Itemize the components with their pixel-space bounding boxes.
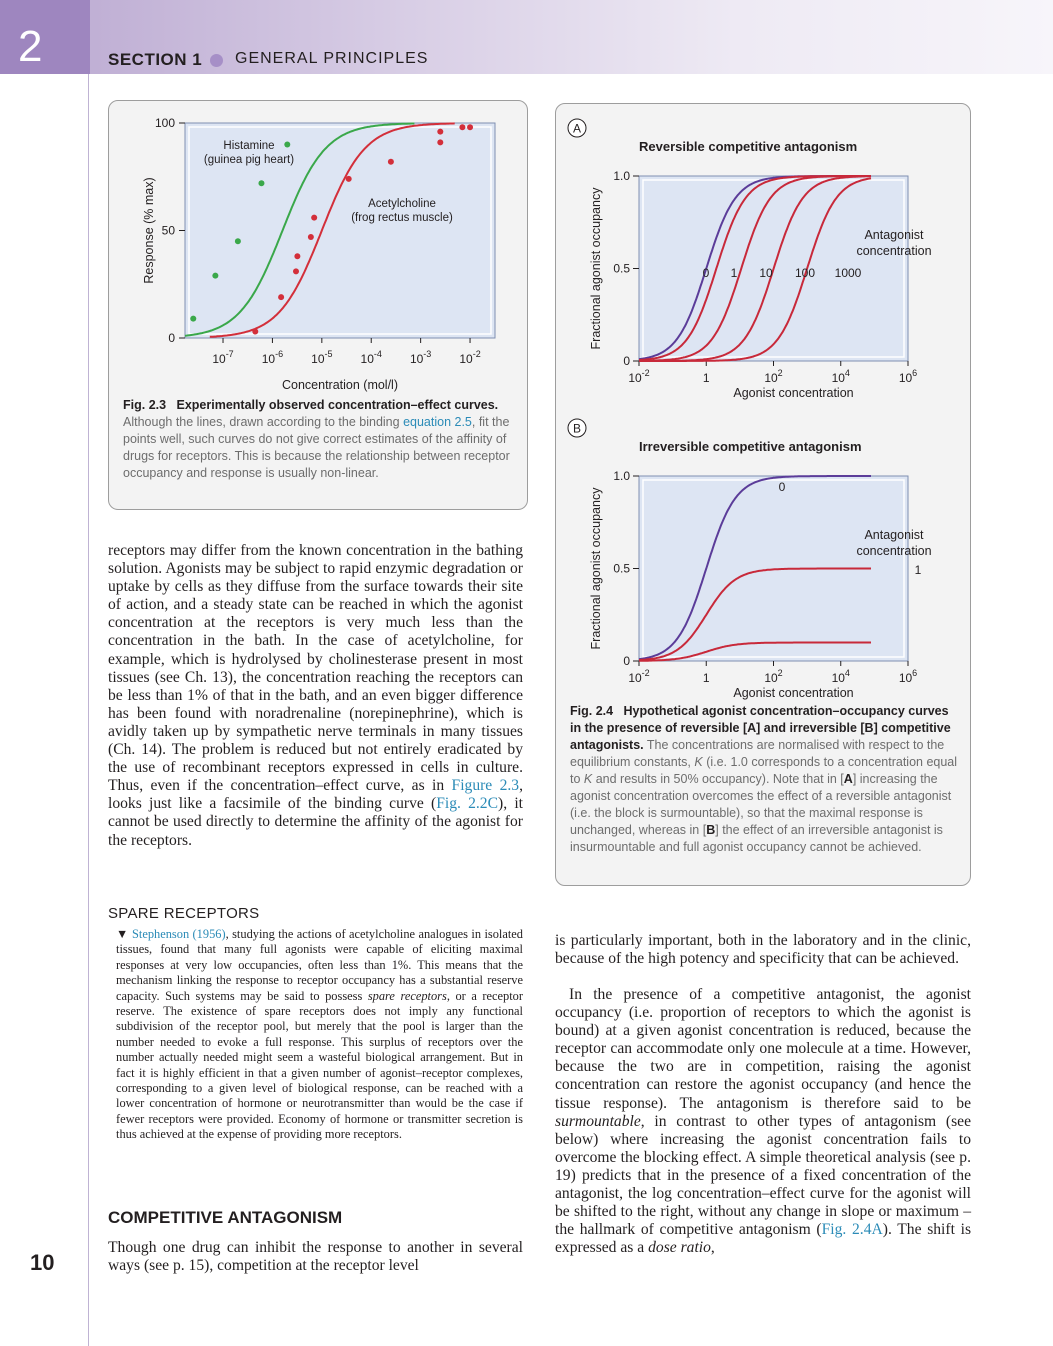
caption-part: The concentrations are normalised with respect to the equilibrium constants, (570, 738, 945, 769)
caption-panel-a: A (843, 772, 853, 786)
x-tick-label: $10^4$ (831, 368, 850, 385)
data-point-acetylcholine (293, 268, 299, 274)
data-point-histamine (258, 180, 264, 186)
caption-k: K (694, 755, 703, 769)
paragraph-text: , in contrast to other types of antagonism (see below) where increasing the agonist concentration fails to overcome the blocking effect. A simple theoretical analysis (see p. 19) predicts that in the presence of a fixed concentration of the antagonist, the log concentration–effect curve for the agonist will be shifted to the right, without any change in slope or maximum – the hallmark of competitive antagonism ( (555, 1112, 971, 1239)
data-point-acetylcholine (252, 329, 258, 335)
y-tick-label: 100 (154, 116, 175, 130)
competitive-antagonism-paragraph: Though one drug can inhibit the response to another in several ways (see p. 15), competition at the receptor level (108, 1239, 523, 1275)
y-tick-label: 1.0 (613, 469, 630, 483)
chapter-number: 2 (18, 22, 43, 71)
figure-2-2c-link[interactable]: Fig. 2.2C (436, 795, 499, 813)
panel-letter: B (572, 421, 582, 436)
figure-2-4-box (555, 103, 971, 886)
margin-rule (88, 74, 89, 1346)
x-tick-label: 1 (702, 371, 710, 385)
figure-2-3-link[interactable]: Figure 2.3 (451, 777, 520, 795)
y-tick-label: 0.5 (613, 261, 630, 276)
figure-2-4a-chart (556, 104, 972, 404)
series-label: Acetylcholine (368, 198, 436, 210)
series-label: (guinea pig heart) (203, 154, 295, 166)
legend-title: Antagonist (864, 228, 924, 242)
x-tick-label: $10^{-5}$ (311, 349, 333, 366)
caption-part: and results in 50% occupancy). Note that in [ (592, 772, 844, 786)
y-axis-label: Fractional agonist occupancy (589, 487, 603, 650)
series-label: 10 (759, 266, 773, 280)
x-tick-label: 1 (702, 671, 710, 685)
paragraph-text: ). The shift is expressed as a (555, 1221, 972, 1257)
legend-title: Antagonist (864, 528, 924, 542)
paragraph-text: , (710, 1239, 715, 1257)
paragraph-text: , looks just like a facsimile of the binding curve ( (108, 777, 523, 813)
figure-2-4-caption (570, 703, 962, 856)
paragraph-italic: surmountable (555, 1112, 641, 1130)
figure-2-4b-chart (556, 404, 972, 704)
small-print-marker-icon: ▼ (116, 927, 129, 941)
x-tick-label: $10^2$ (764, 368, 783, 385)
data-point-acetylcholine (294, 253, 300, 259)
data-point-acetylcholine (437, 139, 443, 145)
series-label: Histamine (223, 140, 275, 152)
competitive-antagonism-heading: COMPETITIVE ANTAGONISM (108, 1208, 343, 1227)
section-dot-icon (210, 54, 223, 67)
x-axis-label: Agonist concentration (733, 686, 854, 700)
legend-title: concentration (856, 244, 932, 258)
figure-2-3-caption-pre: Although the lines, drawn according to the binding (123, 415, 400, 429)
caption-part: ] increasing the agonist concentration overcomes the effect of a reversible antagonist (i.e. the block is surmountable), so that the maximal response is unchanged, whereas in [ (570, 772, 952, 837)
paragraph-text: , or a receptor reserve. The existence of spare receptors does not imply any functional subdivision of the receptor pool, but merely that the pool is larger than the number needed to evoke a full response. This surplus of receptors over the number actually needed might seem a wasteful biological arrangement. But in fact it is highly efficient in that a given number of agonist–receptor complexes, corresponding to a given level of biological response, can be reached with a lower concentration of hormone or neurotransmitter than would be the case if fewer receptors were provided. Economy of hormone or transmitter secretion is thus achieved at the expense of providing more receptors. (116, 988, 523, 1142)
paragraph-text: receptors may differ from the known concentration in the bathing solution. Agonists may be subject to rapid enzymic degradation or uptake by cells as they diffuse from the surface towards their site of action, and a steady state can be reached in which the agonist concentration at the receptors is very much less than the concentration in the bath. In the case of acetylcholine, for example, which is hydrolysed by cholinesterase present in most tissues (see Ch. 13), the concentration reaching the receptors can be less than 1% of that in the bath, and an even bigger difference has been found with noradrenaline (norepinephrine), which is avidly taken up by sympathetic nerve terminals in many tissues (Ch. 14). The problem is reduced but not entirely eradicated by the use of recombinant receptors expressed in cells in culture. Thus, even if the concentration–effect curve, as in (108, 542, 523, 795)
paragraph-text: , studying the actions of acetylcholine analogues in isolated tissues, found that many full agonists were capable of eliciting maximal responses at very low occupancies, often less than 1%. This means that the mechanism linking the response to receptor occupancy has a substantial reserve capacity. Such systems may be said to possess (116, 927, 524, 1003)
x-tick-label: $10^{-2}$ (628, 368, 650, 385)
data-point-acetylcholine (388, 159, 394, 165)
x-tick-label: $10^{-4}$ (360, 349, 382, 366)
caption-part: (i.e. 1.0 corresponds to a concentration equal to (570, 755, 958, 786)
y-tick-label: 0 (168, 331, 175, 345)
y-tick-label: 0.5 (613, 561, 630, 576)
panel-title: Irreversible competitive antagonism (639, 439, 862, 454)
y-tick-label: 0 (623, 354, 630, 368)
paragraph-text: ), it cannot be used directly to determine the affinity of the agonist for the receptors. (108, 795, 523, 849)
y-axis-label: Fractional agonist occupancy (589, 187, 603, 350)
spare-receptors-paragraph (116, 927, 523, 1143)
series-label: 100 (794, 266, 816, 280)
figure-2-4-title: Hypothetical agonist concentration–occupancy curves in the presence of reversible [A] and irreversible [B] competitive antagonists. (570, 704, 951, 752)
data-point-histamine (235, 238, 241, 244)
legend-title: concentration (856, 544, 932, 558)
series-label: 1 (730, 266, 738, 280)
x-tick-label: $10^2$ (764, 668, 783, 685)
x-axis-label: Concentration (mol/l) (281, 378, 399, 392)
body-paragraph-1 (108, 542, 523, 850)
panel-title: Reversible competitive antagonism (639, 139, 858, 154)
x-tick-label: $10^6$ (898, 368, 918, 385)
paragraph-italic: dose ratio (648, 1239, 711, 1257)
series-label: 1 (914, 563, 922, 577)
figure-2-4a-link[interactable]: Fig. 2.4A (821, 1221, 883, 1239)
figure-2-3-title: Experimentally observed concentration–effect curves. (176, 398, 499, 412)
x-tick-label: $10^4$ (831, 668, 850, 685)
data-point-acetylcholine (278, 294, 284, 300)
equation-link[interactable]: equation 2.5 (403, 415, 472, 429)
right-paragraph-1: is particularly important, both in the laboratory and in the clinic, because of the high potency and specificity that can be achieved. (555, 932, 971, 968)
figure-2-3-chart (109, 101, 529, 401)
data-point-acetylcholine (459, 124, 465, 130)
data-point-histamine (284, 142, 290, 148)
y-tick-label: 1.0 (613, 169, 630, 183)
section-label: SECTION 1 (108, 50, 203, 69)
caption-k: K (583, 772, 593, 786)
figure-2-3-caption-post: , fit the points well, such curves do not give correct estimates of the affinity of drugs for receptors. This is because the relationship between receptor occupancy and response is usually non-linear. (123, 415, 510, 480)
data-point-acetylcholine (346, 176, 352, 182)
data-point-histamine (190, 316, 196, 322)
data-point-histamine (212, 273, 218, 279)
chapter-tab (0, 0, 90, 74)
paragraph-text: In the presence of a competitive antagonist, the agonist occupancy (i.e. proportion of receptors to which the agonist is bound) at a given agonist concentration is reduced, because the receptor can accommodate only one molecule at a time. However, because the two are in competition, raising the agonist concentration can restore the agonist occupancy (and hence the tissue response). The antagonism is therefore said to be (555, 986, 971, 1112)
figure-2-4-label: Fig. 2.4 (570, 704, 614, 718)
figure-2-3-label: Fig. 2.3 (123, 398, 167, 412)
caption-part: ] the effect of an irreversible antagonist is insurmountable and full agonist occupancy cannot be achieved. (570, 823, 943, 854)
y-tick-label: 50 (161, 223, 175, 238)
y-tick-label: 0 (623, 654, 630, 668)
y-axis-label: Response (% max) (142, 177, 156, 284)
data-point-acetylcholine (467, 124, 473, 130)
spare-receptors-heading: SPARE RECEPTORS (108, 905, 260, 922)
data-point-acetylcholine (437, 129, 443, 135)
data-point-acetylcholine (311, 215, 317, 221)
caption-panel-b: B (706, 823, 716, 837)
series-label: 0 (778, 480, 786, 494)
stephenson-reference-link[interactable]: Stephenson (1956) (132, 927, 226, 941)
right-paragraph-2 (555, 986, 971, 1257)
series-label: 1000 (834, 266, 862, 280)
x-tick-label: $10^{-2}$ (459, 349, 481, 366)
x-tick-label: $10^{-3}$ (409, 349, 432, 366)
figure-2-3-caption (123, 397, 517, 482)
x-axis-label: Agonist concentration (733, 386, 854, 400)
page-number: 10 (30, 1250, 55, 1275)
x-tick-label: $10^{-6}$ (261, 349, 284, 366)
paragraph-italic: spare receptors (367, 988, 447, 1003)
figure-2-3-box (108, 100, 528, 510)
x-tick-label: $10^{-2}$ (628, 668, 650, 685)
panel-letter: A (572, 121, 582, 136)
data-point-acetylcholine (308, 234, 314, 240)
series-label: (frog rectus muscle) (351, 212, 453, 224)
section-title: GENERAL PRINCIPLES (235, 50, 429, 67)
x-tick-label: $10^{-7}$ (212, 349, 234, 366)
series-label: 0 (702, 266, 710, 280)
x-tick-label: $10^6$ (898, 668, 918, 685)
